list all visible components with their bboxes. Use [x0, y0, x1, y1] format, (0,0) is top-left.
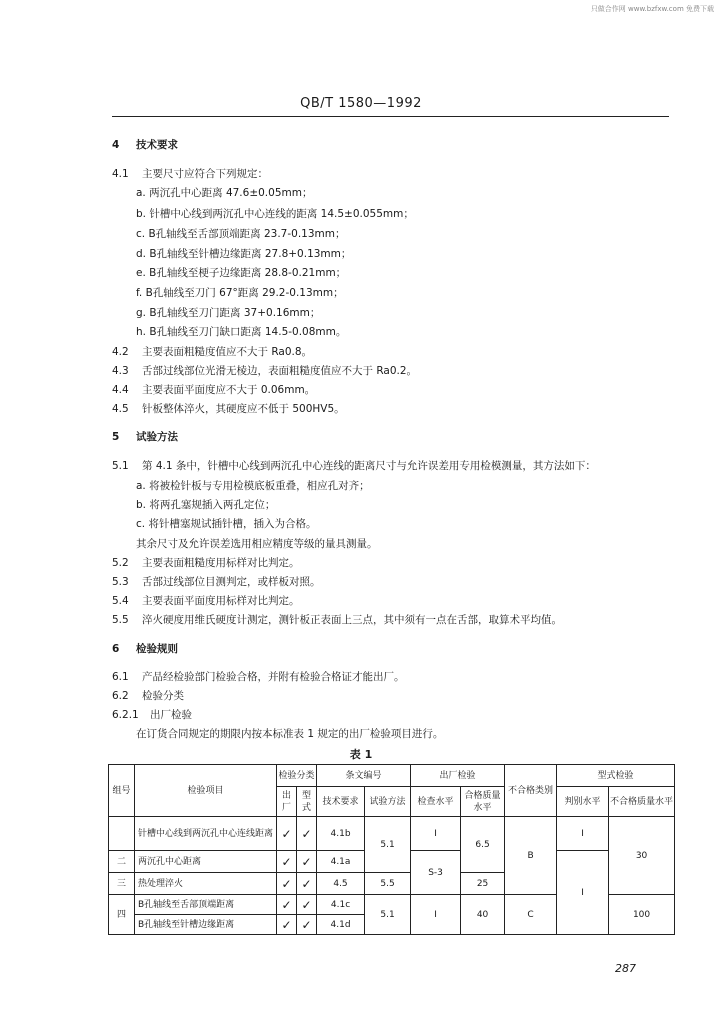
- clause-5-2: 5.2 主要表面粗糙度用标样对比判定。: [112, 557, 300, 569]
- cell-aql: 40: [461, 895, 505, 935]
- th-aql: 合格质量水平: [461, 787, 505, 817]
- th-nonconformity: 不合格类别: [505, 765, 557, 817]
- check-mark: ✓: [297, 915, 317, 935]
- item-4-1-h: h. B孔轴线至刀门缺口距离 14.5-0.08mm。: [136, 326, 347, 338]
- check-mark: ✓: [277, 873, 297, 895]
- th-clause: 条文编号: [317, 765, 411, 787]
- th-judge-level: 判别水平: [557, 787, 609, 817]
- standard-header: QB/T 1580—1992: [300, 96, 422, 111]
- clause-6-2-1-body: 在订货合同规定的期限内按本标准表 1 规定的出厂检验项目进行。: [136, 728, 444, 740]
- cell-judge: I: [557, 817, 609, 851]
- clause-4-3: 4.3 舌部过线部位光滑无棱边，表面粗糙度值应不大于 Ra0.2。: [112, 365, 418, 377]
- clause-6-2: 6.2 检验分类: [112, 690, 184, 702]
- cell-req: 4.5: [317, 873, 365, 895]
- th-group: 组号: [109, 765, 135, 817]
- th-clause-test: 试验方法: [365, 787, 411, 817]
- check-mark: ✓: [297, 895, 317, 915]
- item-4-1-f: f. B孔轴线至刀门 67°距离 29.2-0.13mm；: [136, 287, 344, 299]
- clause-4-2: 4.2 主要表面粗糙度值应不大于 Ra0.8。: [112, 346, 313, 358]
- th-rql: 不合格质量水平: [609, 787, 675, 817]
- cell-req: 4.1a: [317, 851, 365, 873]
- cell-rql: 100: [609, 895, 675, 935]
- item-5-1-a: a. 将被检针板与专用检模底板重叠，相应孔对齐；: [136, 480, 370, 492]
- header-rule: [112, 116, 669, 117]
- check-mark: ✓: [277, 915, 297, 935]
- th-factory-inspection: 出厂检验: [411, 765, 505, 787]
- clause-5-4: 5.4 主要表面平面度用标样对比判定。: [112, 595, 300, 607]
- table-row: [109, 817, 675, 851]
- th-insp-level: 检查水平: [411, 787, 461, 817]
- th-category: 检验分类: [277, 765, 317, 787]
- cell-nonconf: C: [505, 895, 557, 935]
- th-cat-type: 型式: [297, 787, 317, 817]
- cell-nonconf: B: [505, 817, 557, 895]
- page-number: 287: [615, 962, 636, 975]
- section-6-heading: 6 检验规则: [112, 643, 178, 655]
- item-5-1-b: b. 将两孔塞规插入两孔定位；: [136, 499, 276, 511]
- cell-item: 两沉孔中心距离: [135, 851, 277, 873]
- item-4-1-c: c. B孔轴线至舌部顶端距离 23.7-0.13mm；: [136, 228, 346, 240]
- check-mark: ✓: [297, 873, 317, 895]
- check-mark: ✓: [297, 851, 317, 873]
- cell-level: I: [411, 895, 461, 935]
- inspection-table: [108, 764, 675, 935]
- cell-aql: 6.5: [461, 817, 505, 873]
- cell-judge: I: [557, 851, 609, 935]
- watermark: 只做合作网 www.bzfxw.com 免费下载: [590, 5, 714, 13]
- clause-4-5: 4.5 针板整体淬火，其硬度应不低于 500HV5。: [112, 403, 345, 415]
- section-4-heading: 4 技术要求: [112, 139, 178, 151]
- th-item: 检验项目: [135, 765, 277, 817]
- clause-5-3: 5.3 舌部过线部位目测判定，或样板对照。: [112, 576, 321, 588]
- cell-aql: 25: [461, 873, 505, 895]
- cell-test: 5.5: [365, 873, 411, 895]
- cell-group: 二: [109, 851, 135, 873]
- clause-4-4: 4.4 主要表面平面度应不大于 0.06mm。: [112, 384, 316, 396]
- cell-item: 热处理淬火: [135, 873, 277, 895]
- cell-test: 5.1: [365, 817, 411, 873]
- check-mark: ✓: [277, 895, 297, 915]
- cell-req: 4.1d: [317, 915, 365, 935]
- clause-6-2-1: 6.2.1 出厂检验: [112, 709, 192, 721]
- item-5-1-c: c. 将针槽塞规试插针槽，插入为合格。: [136, 518, 317, 530]
- check-mark: ✓: [297, 817, 317, 851]
- table-caption: 表 1: [349, 748, 373, 761]
- item-4-1-a: a. 两沉孔中心距离 47.6±0.05mm；: [136, 187, 313, 199]
- cell-group: [109, 817, 135, 851]
- cell-group: 四: [109, 895, 135, 935]
- th-type-inspection: 型式检验: [557, 765, 675, 787]
- cell-group: 三: [109, 873, 135, 895]
- th-clause-req: 技术要求: [317, 787, 365, 817]
- check-mark: ✓: [277, 851, 297, 873]
- cell-req: 4.1b: [317, 817, 365, 851]
- cell-level: I: [411, 817, 461, 851]
- th-cat-factory: 出厂: [277, 787, 297, 817]
- cell-item: 针槽中心线到两沉孔中心连线距离: [135, 817, 277, 851]
- clause-4-1: 4.1 主要尺寸应符合下列规定：: [112, 168, 268, 180]
- clause-5-1-rest: 其余尺寸及允许误差选用相应精度等级的量具测量。: [136, 538, 378, 550]
- check-mark: ✓: [277, 817, 297, 851]
- cell-req: 4.1c: [317, 895, 365, 915]
- cell-test: 5.1: [365, 895, 411, 935]
- cell-item: B孔轴线至舌部顶端距离: [135, 895, 277, 915]
- clause-5-1: 5.1 第 4.1 条中，针槽中心线到两沉孔中心连线的距离尺寸与允许误差用专用检模测量，其方法如下：: [112, 460, 596, 472]
- cell-level: S-3: [411, 851, 461, 895]
- section-5-heading: 5 试验方法: [112, 431, 178, 443]
- item-4-1-b: b. 针槽中心线到两沉孔中心连线的距离 14.5±0.055mm；: [136, 208, 414, 220]
- item-4-1-g: g. B孔轴线至刀门距离 37+0.16mm；: [136, 307, 321, 319]
- item-4-1-d: d. B孔轴线至针槽边缘距离 27.8+0.13mm；: [136, 248, 352, 260]
- item-4-1-e: e. B孔轴线至梗子边缘距离 28.8-0.21mm；: [136, 267, 347, 279]
- clause-5-5: 5.5 淬火硬度用维氏硬度计测定，测针板正表面上三点，其中须有一点在舌部，取算术平均值。: [112, 614, 562, 626]
- cell-rql: 30: [609, 817, 675, 895]
- cell-item: B孔轴线至针槽边缘距离: [135, 915, 277, 935]
- clause-6-1: 6.1 产品经检验部门检验合格，并附有检验合格证才能出厂。: [112, 671, 405, 683]
